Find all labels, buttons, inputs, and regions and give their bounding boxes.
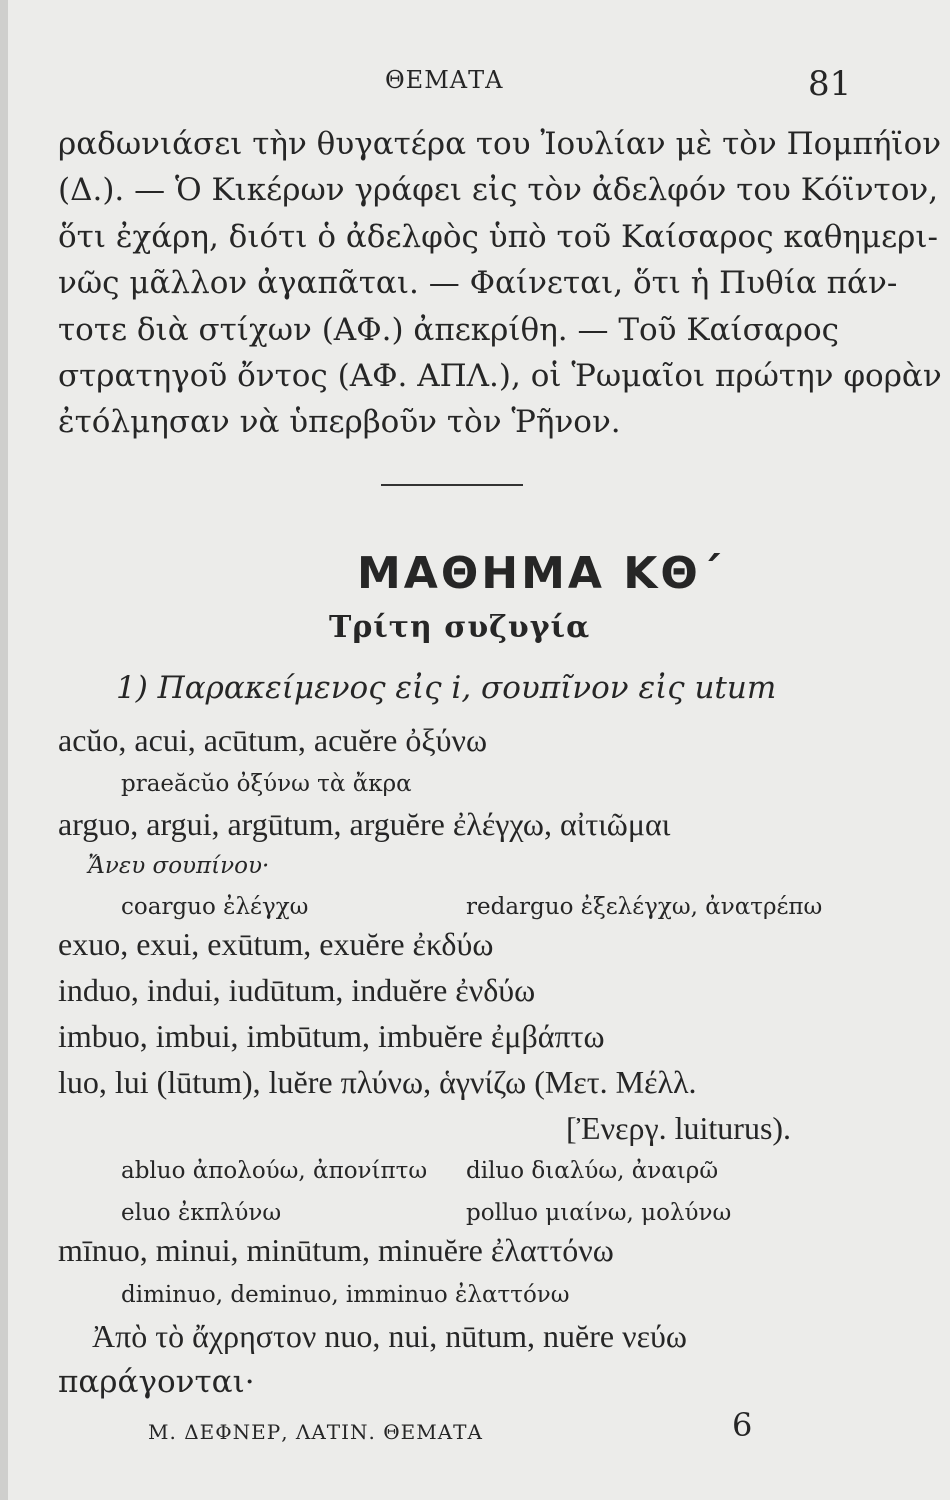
entry-induo: induo, indui, iudūtum, induĕre ἐνδύω — [58, 972, 536, 1008]
running-title: ΘΕΜΑΤΑ — [385, 66, 504, 94]
entry-imbuo: imbuo, imbui, imbūtum, imbuĕre ἐμβάπτω — [58, 1018, 605, 1054]
entry-abluo: abluo ἀπολούω, ἀπονίπτω — [121, 1158, 428, 1184]
entry-arguo: arguo, argui, argūtum, arguĕre ἐλέγχω, αἰτιῶμαι — [58, 806, 671, 842]
paragraph-line: τοτε διὰ στίχων (ΑΦ.) ἀπεκρίθη. — Τοῦ Καίσαρος — [58, 312, 839, 348]
entry-exuo: exuo, exui, exūtum, exuĕre ἐκδύω — [58, 926, 494, 962]
entry-luo: luo, lui (lūtum), luĕre πλύνω, ἁγνίζω (Μετ. Μέλλ. — [58, 1064, 697, 1100]
page-number: 81 — [808, 64, 852, 104]
footer-signature: Μ. ΔΕΦΝΕΡ, ΛΑΤΙΝ. ΘΕΜΑΤΑ — [148, 1420, 483, 1444]
entry-redarguo: redarguo ἐξελέγχω, ἀνατρέπω — [466, 894, 823, 920]
entry-eluo: eluo ἐκπλύνω — [121, 1200, 282, 1226]
entry-praeacuo: praeăcŭo ὀξύνω τὰ ἄκρα — [121, 771, 412, 797]
entry-paragontai: παράγονται· — [58, 1364, 255, 1400]
entry-without-supine: Ἄνευ σουπίνου· — [88, 853, 270, 879]
entry-minuo: mīnuo, minui, minūtum, minuĕre ἐλαττόνω — [58, 1232, 614, 1268]
entry-polluo: polluo μιαίνω, μολύνω — [466, 1200, 732, 1226]
paragraph-line: στρατηγοῦ ὄντος (ΑΦ. ΑΠΛ.), οἱ Ῥωμαῖοι πρώτην φορὰν — [58, 358, 942, 394]
entry-diminuo: diminuo, deminuo, imminuo ἐλαττόνω — [121, 1282, 570, 1308]
paragraph-line: (Δ.). — Ὁ Κικέρων γράφει εἰς τὸν ἀδελφόν του Κόϊντον, — [58, 172, 939, 208]
section-divider — [381, 484, 523, 486]
lesson-subtitle: Τρίτη συζυγία — [329, 610, 591, 645]
paragraph-line: ὅτι ἐχάρη, διότι ὁ ἀδελφὸς ὑπὸ τοῦ Καίσαρος καθημερι- — [58, 219, 939, 255]
entry-acuo: acŭo, acui, acūtum, acuĕre ὀξύνω — [58, 722, 487, 758]
paragraph-line: νῶς μᾶλλον ἀγαπᾶται. — Φαίνεται, ὅτι ἡ Πυθία πάν- — [58, 265, 898, 301]
entry-diluo: diluo διαλύω, ἀναιρῶ — [466, 1158, 719, 1184]
section-heading: 1) Παρακείμενος εἰς i, σουπῖνον εἰς utum — [116, 670, 777, 706]
entry-coarguo: coarguo ἐλέγχω — [121, 894, 309, 920]
paragraph-line: ραδωνιάσει τὴν θυγατέρα του Ἰουλίαν μὲ τὸν Πομπήϊον — [58, 126, 942, 162]
paragraph-line: ἐτόλμησαν νὰ ὑπερβοῦν τὸν Ῥῆνον. — [58, 404, 621, 440]
page-edge-shadow — [0, 0, 8, 1500]
entry-luo-continued: [Ἐνεργ. luiturus). — [566, 1110, 792, 1146]
lesson-title: ΜΑΘΗΜΑ ΚΘ΄ — [357, 548, 724, 599]
entry-apo-achreston: Ἀπὸ τὸ ἄχρηστον nuo, nui, nūtum, nuĕre νεύω — [92, 1318, 687, 1354]
footer-sheet-number: 6 — [732, 1406, 753, 1444]
